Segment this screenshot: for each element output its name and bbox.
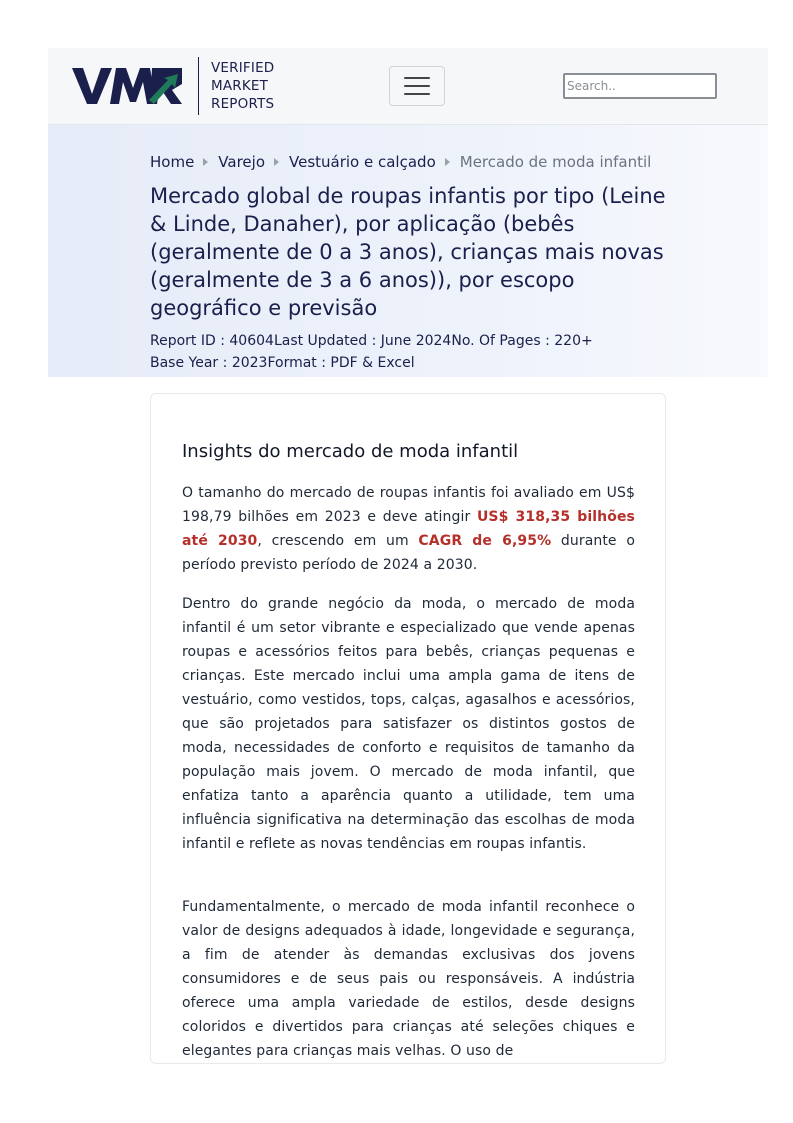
breadcrumb-apparel-link[interactable]: Vestuário e calçado xyxy=(289,153,436,171)
site-header xyxy=(48,48,768,125)
report-meta-row-2 xyxy=(150,353,415,373)
last-updated-value: June 2024 xyxy=(380,333,452,349)
breadcrumb-retail-link[interactable]: Varejo xyxy=(218,153,265,171)
base-year-label: Base Year : xyxy=(150,355,232,371)
logo-divider xyxy=(198,57,199,115)
p1-text-c: durante o período previsto período de 2024 a 2030. xyxy=(182,533,635,573)
hamburger-icon-bar xyxy=(404,93,430,95)
breadcrumb-home-link[interactable]: Home xyxy=(150,153,195,171)
insights-paragraph-1 xyxy=(182,481,635,577)
brand-line-2: MARKET xyxy=(211,78,269,94)
brand-logo[interactable] xyxy=(72,56,274,116)
format-label: Format : xyxy=(267,355,331,371)
caret-right-icon xyxy=(203,158,208,166)
brand-line-3: REPORTS xyxy=(211,96,275,112)
hamburger-icon-bar xyxy=(404,77,430,79)
insights-heading: Insights do mercado de moda infantil xyxy=(182,441,519,462)
caret-right-icon xyxy=(445,158,450,166)
search-input[interactable] xyxy=(563,73,717,99)
breadcrumb xyxy=(150,151,651,173)
format-value: PDF & Excel xyxy=(330,355,415,371)
insights-card xyxy=(150,393,666,1064)
base-year-value: 2023 xyxy=(231,355,268,371)
insights-paragraph-2: Dentro do grande negócio da moda, o mercado de moda infantil é um setor vibrante e especializado que vende apenas roupas e acessórios feitos para bebês, crianças pequenas e crianças. Este mercado inclui uma ampla gama de itens de vestuário, como vestidos, tops, calças, agasalhos e acessórios, que são projetados para satisfazer os distintos gostos de moda, necessidades de conforto e requisitos de tamanho da população mais jovem. O mercado de moda infantil, que enfatiza tanto a aparência quanto a utilidade, tem uma influência significativa na determinação das escolhas de moda infantil e reflete as novas tendências em roupas infantis. xyxy=(182,596,635,852)
p1-text-a: O tamanho do mercado de roupas infantis foi avaliado em US$ 198,79 bilhões em 2023 e deve atingir xyxy=(182,485,635,525)
caret-right-icon xyxy=(274,158,279,166)
report-meta-row-1 xyxy=(150,331,593,351)
report-id-label: Report ID : xyxy=(150,333,230,349)
breadcrumb-current: Mercado de moda infantil xyxy=(459,153,652,171)
brand-name xyxy=(211,59,274,113)
last-updated-label: Last Updated : xyxy=(273,333,381,349)
report-id-value: 40604 xyxy=(229,333,274,349)
pages-value: 220+ xyxy=(554,333,593,349)
insights-paragraph-3: Fundamentalmente, o mercado de moda infantil reconhece o valor de designs adequados à idade, longevidade e segurança, a fim de atender às demandas exclusivas dos jovens consumidores e de seus pais ou responsáveis. A indústria oferece uma ampla variedade de estilos, desde designs coloridos e divertidos para crianças até seleções chiques e elegantes para crianças mais velhas. O uso de xyxy=(182,899,635,1059)
market-value-highlight: US$ 318,35 bilhões até 2030 xyxy=(182,509,635,549)
brand-line-1: VERIFIED xyxy=(211,60,275,76)
pages-label: No. Of Pages : xyxy=(451,333,555,349)
cagr-highlight: CAGR de 6,95% xyxy=(418,533,552,549)
p1-text-b: , crescendo em um xyxy=(257,533,419,549)
vmr-logo-mark xyxy=(72,66,184,106)
menu-toggle-button[interactable] xyxy=(389,66,445,106)
report-title: Mercado global de roupas infantis por tipo (Leine & Linde, Danaher), por aplicação (bebês (geralmente de 0 a 3 anos), crianças mais novas (geralmente de 3 a 6 anos)), por escopo geográfico e previsão xyxy=(150,184,666,320)
hamburger-icon-bar xyxy=(404,85,430,87)
